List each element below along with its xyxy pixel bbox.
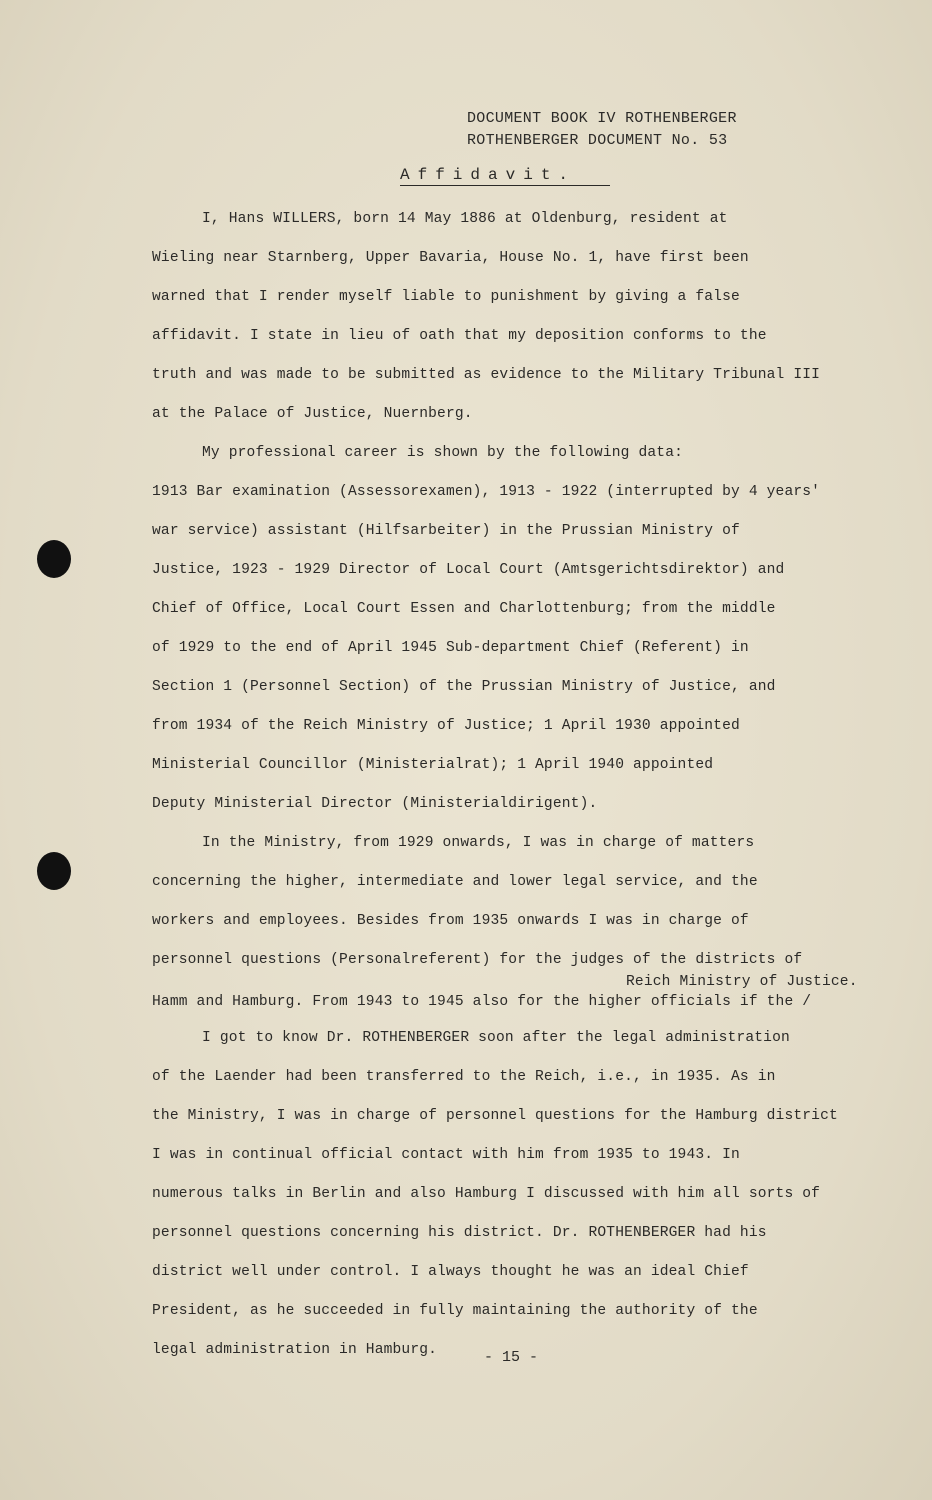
text-line: Hamm and Hamburg. From 1943 to 1945 also for the higher officials if the / xyxy=(152,994,812,1010)
header-line-2: ROTHENBERGER DOCUMENT No. 53 xyxy=(467,132,728,149)
text-line: personnel questions concerning his district. Dr. ROTHENBERGER had his xyxy=(152,1225,767,1241)
text-line: of 1929 to the end of April 1945 Sub-department Chief (Referent) in xyxy=(152,640,749,656)
text-line: Ministerial Councillor (Ministerialrat); 1 April 1940 appointed xyxy=(152,757,714,773)
text-line: district well under control. I always thought he was an ideal Chief xyxy=(152,1264,749,1280)
text-line: I got to know Dr. ROTHENBERGER soon after the legal administration xyxy=(202,1030,790,1046)
text-line: Deputy Ministerial Director (Ministerialdirigent). xyxy=(152,796,598,812)
text-line: warned that I render myself liable to punishment by giving a false xyxy=(152,289,740,305)
text-line: the Ministry, I was in charge of personnel questions for the Hamburg district xyxy=(152,1108,838,1124)
text-line: Justice, 1923 - 1929 Director of Local Court (Amtsgerichtsdirektor) and xyxy=(152,562,785,578)
text-line: My professional career is shown by the following data: xyxy=(202,445,684,461)
text-line: numerous talks in Berlin and also Hamburg I discussed with him all sorts of xyxy=(152,1186,821,1202)
text-line: at the Palace of Justice, Nuernberg. xyxy=(152,406,473,422)
affidavit-body xyxy=(152,200,882,1370)
punch-hole-bottom xyxy=(37,852,71,890)
text-line: Section 1 (Personnel Section) of the Prussian Ministry of Justice, and xyxy=(152,679,776,695)
punch-hole-top xyxy=(37,540,71,578)
text-line: I was in continual official contact with him from 1935 to 1943. In xyxy=(152,1147,740,1163)
text-line: concerning the higher, intermediate and lower legal service, and the xyxy=(152,874,758,890)
text-line: from 1934 of the Reich Ministry of Justice; 1 April 1930 appointed xyxy=(152,718,740,734)
document-title: Affidavit. xyxy=(400,166,610,186)
typed-insertion: Reich Ministry of Justice. xyxy=(626,974,858,990)
text-line: In the Ministry, from 1929 onwards, I was in charge of matters xyxy=(202,835,755,851)
text-line: of the Laender had been transferred to the Reich, i.e., in 1935. As in xyxy=(152,1069,776,1085)
text-line: workers and employees. Besides from 1935 onwards I was in charge of xyxy=(152,913,749,929)
page-number: - 15 - xyxy=(484,1349,539,1366)
header-line-1: DOCUMENT BOOK IV ROTHENBERGER xyxy=(467,110,737,127)
text-line: affidavit. I state in lieu of oath that my deposition conforms to the xyxy=(152,328,767,344)
text-line: Wieling near Starnberg, Upper Bavaria, House No. 1, have first been xyxy=(152,250,749,266)
document-header xyxy=(467,108,737,152)
text-line: war service) assistant (Hilfsarbeiter) in the Prussian Ministry of xyxy=(152,523,740,539)
text-line: truth and was made to be submitted as evidence to the Military Tribunal III xyxy=(152,367,821,383)
text-line: President, as he succeeded in fully maintaining the authority of the xyxy=(152,1303,758,1319)
text-line: Chief of Office, Local Court Essen and Charlottenburg; from the middle xyxy=(152,601,776,617)
text-line: legal administration in Hamburg. xyxy=(152,1342,438,1358)
text-line: 1913 Bar examination (Assessorexamen), 1913 - 1922 (interrupted by 4 years' xyxy=(152,484,821,500)
text-line: I, Hans WILLERS, born 14 May 1886 at Oldenburg, resident at xyxy=(202,211,728,227)
text-line: personnel questions (Personalreferent) for the judges of the districts of xyxy=(152,952,803,968)
